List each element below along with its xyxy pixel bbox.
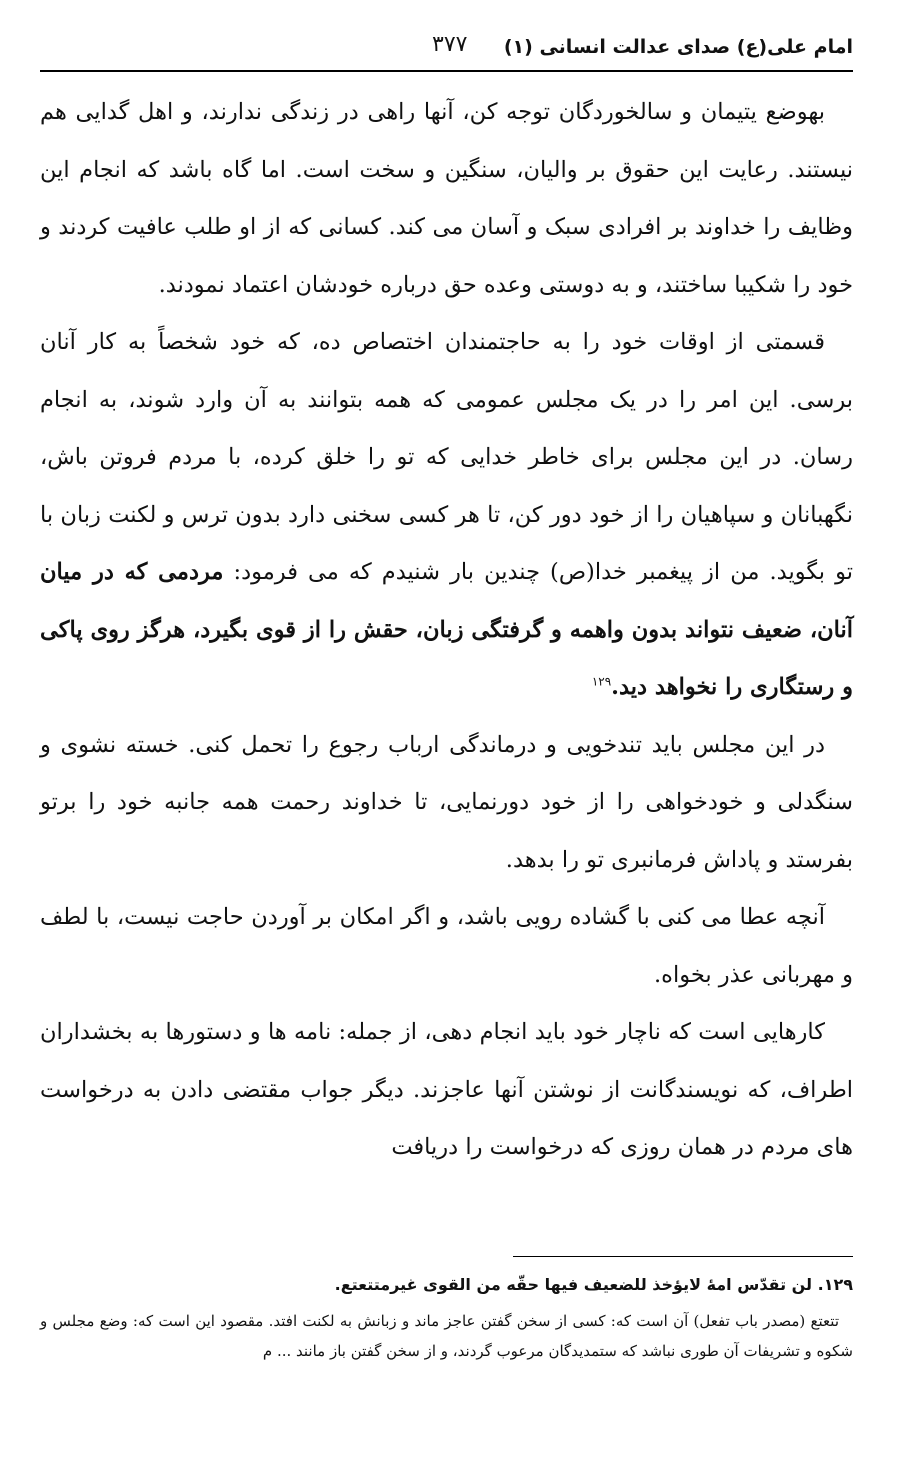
- page-header: [40, 30, 853, 72]
- footnote-explanation: تتعتع (مصدر باب تفعل) آن است که: کسی از سخن گفتن عاجز ماند و زبانش به لکنت افتد. مقصود این است که: وضع مجلس و شکوه و تشریفات آن طوری نباشد که ستمدیدگان مرعوب گردند، و از سخن گفتن باز مانند ... م: [40, 1312, 853, 1360]
- footnote-separator: [513, 1256, 853, 1257]
- paragraph-2: [40, 314, 853, 717]
- paragraph-1-text: بهوضع یتیمان و سالخوردگان توجه کن، آنها راهی در زندگی ندارند، و اهل گدایی هم نیستند. رعایت این حقوق بر والیان، سنگین و سخت است. اما گاه باشد که انجام این وظایف را خداوند بر افرادی سبک و آسان می کند. کسانی که از او طلب عافیت کردند و خود را شکیبا ساختند، و به دوستی وعده حق درباره خودشان اعتماد نمودند.: [40, 99, 853, 298]
- paragraph-1: [40, 84, 853, 314]
- paragraph-3-text: در این مجلس باید تندخویی و درماندگی ارباب رجوع را تحمل کنی. خسته نشوی و سنگدلی و خودخواهی را از خود دورنمایی، تا خداوند رحمت همه جانبه خود را برتو بفرستد و پاداش فرمانبری تو را بدهد.: [40, 731, 853, 873]
- paragraph-4: [40, 889, 853, 1004]
- paragraph-2-text: قسمتی از اوقات خود را به حاجتمندان اختصاص ده، که خود شخصاً به کار آنان برسی. این امر را در یک مجلس عمومی که همه بتوانند به آن وارد شوند، به انجام رسان. در این مجلس برای خاطر خدایی که تو را خلق کرده، با مردم فروتن باش، نگهبانان و سپاهیان را از خود دور کن، تا هر کسی سخنی دارد بدون ترس و لکنت زبان با تو بگوید. من از پیغمبر خدا(ص) چندین بار شنیدم که می فرمود:: [40, 329, 853, 585]
- page-number: ۳۷۷: [432, 32, 468, 57]
- paragraph-4-text: آنچه عطا می کنی با گشاده رویی باشد، و اگر امکان بر آوردن حاجت نیست، با لطف و مهربانی عذر بخواه.: [40, 904, 853, 988]
- footnote-reference[interactable]: ۱۲۹: [591, 674, 612, 689]
- paragraph-5-text: کارهایی است که ناچار خود باید انجام دهی، از جمله: نامه ها و دستورها به بخشداران اطراف، که نویسندگانت از نوشتن آنها عاجزند. دیگر جواب مقتضی دادن به درخواست های مردم در همان روزی که درخواست را دریافت: [40, 1019, 853, 1160]
- footnote-129: ۱۲۹. لن تقدّس امهٔ لایؤخذ للضعیف فیها حقّه من القوی غیرمتتعتع.: [334, 1275, 853, 1294]
- footnotes: [40, 1270, 853, 1366]
- paragraph-5: [40, 1004, 853, 1177]
- paragraph-3: [40, 717, 853, 890]
- prophet-quote: مردمی که در میان آنان، ضعیف نتواند بدون واهمه و گرفتگی زبان، حقش را از قوی بگیرد، هرگز روی پاکی و رستگاری را نخواهد دید.: [40, 559, 853, 700]
- running-title: امام علی(ع) صدای عدالت انسانی (۱): [503, 36, 853, 58]
- body-text: [40, 84, 853, 1177]
